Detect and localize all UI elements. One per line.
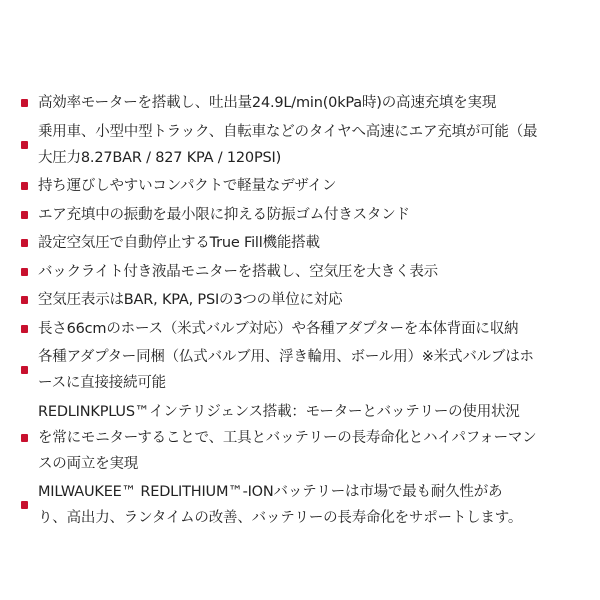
feature-text-line: バックライト付き液晶モニターを搭載し、空気圧を大きく表示 (38, 263, 438, 280)
feature-text (38, 344, 588, 396)
feature-list-item (0, 119, 600, 171)
feature-text (38, 399, 588, 477)
feature-list-item (0, 344, 600, 396)
feature-list-item (0, 259, 600, 285)
feature-list-item (0, 399, 600, 477)
feature-text (38, 479, 588, 531)
bullet-square-icon (21, 434, 28, 442)
feature-text-line: 大圧力8.27BAR / 827 KPA / 120PSI) (38, 149, 282, 166)
feature-text (38, 230, 588, 256)
feature-text-line: 持ち運びしやすいコンパクトで軽量なデザイン (38, 178, 337, 194)
bullet-square-icon (21, 239, 28, 247)
feature-list-item (0, 287, 600, 313)
feature-list-item (0, 479, 600, 531)
bullet-square-icon (21, 366, 28, 374)
bullet-square-icon (21, 325, 28, 333)
feature-list (0, 90, 600, 534)
bullet-square-icon (21, 141, 28, 149)
feature-text (38, 287, 588, 313)
feature-list-item (0, 230, 600, 256)
feature-list-item (0, 202, 600, 228)
feature-text-line: REDLINKPLUS™インテリジェンス搭載：モーターとバッテリーの使用状況 (38, 403, 520, 420)
feature-text-line: を常にモニターすることで、工具とバッテリーの長寿命化とハイパフォーマン (38, 429, 537, 446)
feature-text-line: ースに直接接続可能 (38, 375, 166, 391)
feature-text-line: 各種アダプター同梱（仏式バルブ用、浮き輪用、ボール用）※米式バルブはホ (38, 349, 534, 365)
bullet-square-icon (21, 268, 28, 276)
bullet-square-icon (21, 296, 28, 304)
feature-text-line: エア充填中の振動を最小限に抑える防振ゴム付きスタンド (38, 206, 410, 223)
feature-text (38, 259, 588, 285)
bullet-square-icon (21, 99, 28, 107)
feature-text (38, 202, 588, 228)
feature-text-line: スの両立を実現 (38, 455, 139, 472)
feature-text (38, 316, 588, 342)
feature-list-item (0, 316, 600, 342)
feature-text-line: MILWAUKEE™ REDLITHIUM™-IONバッテリーは市場で最も耐久性があ (38, 484, 503, 500)
feature-text-line: 長さ66cmのホース（米式バルブ対応）や各種アダプターを本体背面に収納 (38, 320, 519, 337)
feature-text-line: 高効率モーターを搭載し、吐出量24.9L/min(0kPa時)の高速充填を実現 (38, 95, 497, 111)
feature-list-item (0, 90, 600, 116)
bullet-square-icon (21, 182, 28, 190)
feature-text-line: り、高出力、ランタイムの改善、バッテリーの長寿命化をサポートします。 (38, 510, 523, 526)
bullet-square-icon (21, 211, 28, 219)
feature-text (38, 90, 588, 116)
feature-text-line: 設定空気圧で自動停止するTrue Fill機能搭載 (38, 235, 320, 251)
feature-text (38, 173, 588, 199)
feature-list-item (0, 173, 600, 199)
feature-text-line: 空気圧表示はBAR, KPA, PSIの3つの単位に対応 (38, 292, 343, 308)
feature-text-line: 乗用車、小型中型トラック、自転車などのタイヤへ高速にエア充填が可能（最 (38, 123, 538, 140)
feature-text (38, 119, 588, 171)
bullet-square-icon (21, 501, 28, 509)
